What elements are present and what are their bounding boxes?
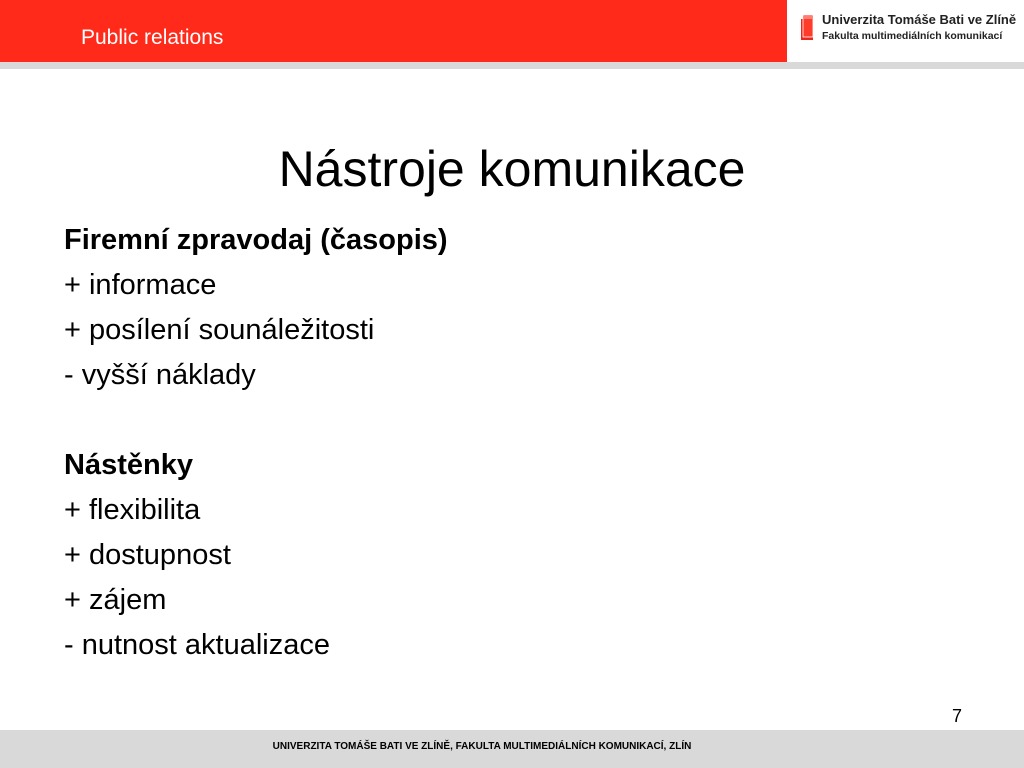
spacer [64, 398, 764, 443]
list-item: + dostupnost [64, 539, 231, 571]
header-divider [0, 62, 1024, 69]
header-bar [0, 0, 787, 62]
header-title: Public relations [81, 26, 224, 49]
slide-content [64, 218, 764, 668]
section-heading: Nástěnky [64, 449, 193, 481]
list-item: + zájem [64, 584, 167, 616]
logo-university-name: Univerzita Tomáše Bati ve Zlíně [822, 12, 1017, 27]
list-item: + posílení sounáležitosti [64, 314, 375, 346]
list-item: + flexibilita [64, 494, 201, 526]
university-book-logo-icon [800, 14, 814, 41]
footer-text: UNIVERZITA TOMÁŠE BATI VE ZLÍNĚ, FAKULTA MULTIMEDIÁLNÍCH KOMUNIKACÍ, ZLÍN [272, 741, 692, 752]
slide-title: Nástroje komunikace [278, 141, 746, 197]
list-item: - nutnost aktualizace [64, 629, 330, 661]
footer-bar [0, 730, 1024, 768]
logo-faculty-name: Fakulta multimediálních komunikací [822, 30, 1003, 42]
page-number: 7 [951, 706, 962, 726]
section-heading: Firemní zpravodaj (časopis) [64, 224, 448, 256]
university-logo [800, 10, 1020, 50]
list-item: - vyšší náklady [64, 359, 256, 391]
list-item: + informace [64, 269, 217, 301]
